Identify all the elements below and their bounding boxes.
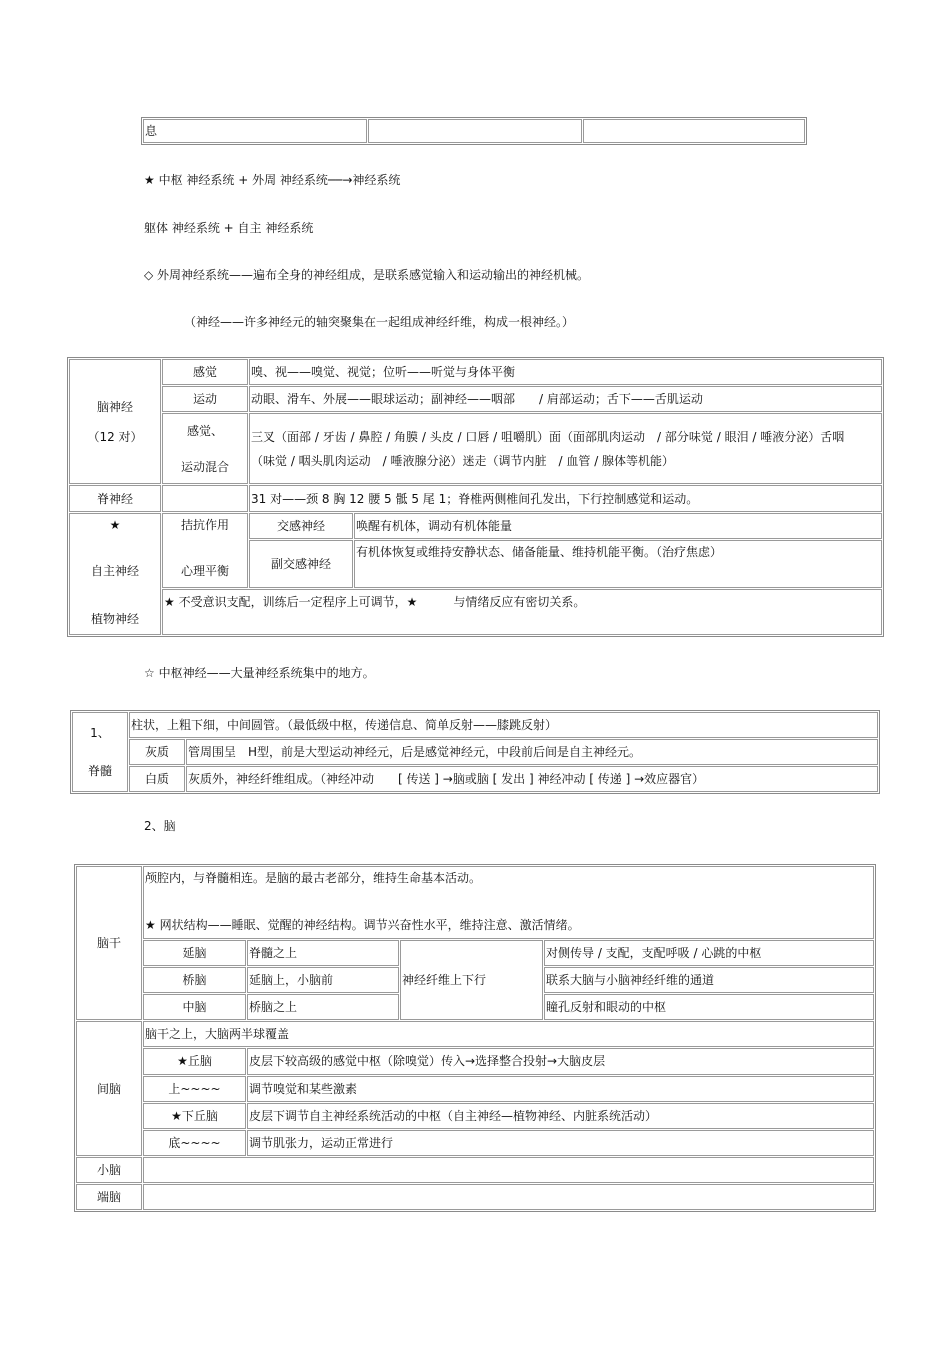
medulla-function: 对侧传导 / 支配，支配呼吸 / 心跳的中枢	[544, 940, 874, 966]
medulla-position: 脊髓之上	[247, 940, 399, 966]
thalamus-desc: 皮层下较高级的感觉中枢（除嗅觉）传入→选择整合投射→大脑皮层	[247, 1048, 874, 1074]
medulla-label: 延脑	[143, 940, 246, 966]
spinal-nerve-label: 脊神经	[69, 485, 161, 511]
antagonism-cell	[162, 513, 248, 588]
white-matter-desc: 灰质外，神经纤维组成。（神经冲动 [ 传送 ] →脑或脑 [ 发出 ] 神经冲动 [ 传递 ] →效应器官）	[186, 766, 878, 792]
subthalamus-label: 底~~~~	[143, 1130, 246, 1156]
vegetative-label: 植物神经	[90, 611, 139, 626]
top-table	[141, 117, 807, 145]
nerve-definition: （神经——许多神经元的轴突聚集在一起组成神经纤维，构成一根神经。）	[184, 315, 575, 329]
spinal-cord-table	[70, 710, 880, 794]
motor-desc: 动眼、滑车、外展——眼球运动；副神经——咽部 / 肩部运动；舌下——舌肌运动	[249, 386, 882, 412]
brainstem-label: 脑干	[76, 866, 142, 1020]
cns-definition: ☆ 中枢神经——大量神经系统集中的地方。	[144, 666, 375, 680]
brain-nerve-count: （12 对）	[87, 429, 143, 444]
cerebellum-desc	[143, 1157, 874, 1183]
sympathetic-label: 交感神经	[249, 513, 353, 539]
white-matter-label: 白质	[129, 766, 185, 792]
parasympathetic-label: 副交感神经	[249, 540, 353, 588]
top-cell-3	[583, 119, 805, 143]
spinal-nerve-empty	[162, 485, 248, 511]
brain-table	[74, 864, 876, 1212]
midbrain-function: 瞳孔反射和眼动的中枢	[544, 994, 874, 1020]
pons-function: 联系大脑与小脑神经纤维的通道	[544, 967, 874, 993]
hypothalamus-label: ★下丘脑	[143, 1103, 246, 1129]
autonomic-note: ★ 不受意识支配，训练后一定程序上可调节，★ 与情绪反应有密切关系。	[162, 589, 882, 635]
epithalamus-label: 上~~~~	[143, 1076, 246, 1102]
pns-table	[67, 357, 884, 637]
mixed-label-1: 感觉、	[186, 423, 223, 438]
spinal-nerve-desc: 31 对——颈 8 胸 12 腰 5 骶 5 尾 1；脊椎两侧椎间孔发出，下行控制感觉和运动。	[249, 485, 882, 511]
sympathetic-desc: 唤醒有机体，调动有机体能量	[354, 513, 882, 539]
balance-label: 心理平衡	[180, 563, 229, 578]
cerebellum-label: 小脑	[76, 1157, 142, 1183]
autonomic-star: ★	[109, 517, 121, 532]
spinal-cord-shape: 柱状，上粗下细，中间圆管。（最低级中枢，传递信息、简单反射——膝跳反射）	[129, 712, 878, 738]
brainstem-desc-1: 颅腔内，与脊髓相连。是脑的最古老部分，维持生命基本活动。	[145, 871, 482, 885]
gray-matter-desc: 管周围呈 H型，前是大型运动神经元，后是感觉神经元，中段前后间是自主神经元。	[186, 739, 878, 765]
mixed-desc-1: 三叉（面部 / 牙齿 / 鼻腔 / 角膜 / 头皮 / 口唇 / 咀嚼肌）面（面部肌肉运动 / 部分味觉 / 眼泪 / 唾液分泌）舌咽	[251, 429, 845, 444]
top-cell-1: 息	[143, 119, 367, 143]
cns-pns-line: ★ 中枢 神经系统 + 外周 神经系统──→神经系统	[144, 173, 401, 187]
pons-position: 延脑上，小脑前	[247, 967, 399, 993]
motor-label: 运动	[162, 386, 248, 412]
brainstem-desc-2: ★ 网状结构——睡眠、觉醒的神经结构。调节兴奋性水平，维持注意、激活情绪。	[145, 918, 580, 932]
antagonism-label: 拮抗作用	[180, 517, 229, 532]
mixed-label-2: 运动混合	[180, 459, 229, 474]
top-cell-2	[368, 119, 582, 143]
fiber-pathway: 神经纤维上下行	[400, 940, 543, 1020]
spinal-cord-num: 1、	[90, 726, 110, 740]
brainstem-desc-cell	[143, 866, 874, 939]
diencephalon-label: 间脑	[76, 1021, 142, 1155]
mixed-desc-2: （味觉 / 咽头肌肉运动 / 唾液腺分泌）迷走（调节内脏 / 血管 / 腺体等机能）	[251, 453, 675, 468]
pons-label: 桥脑	[143, 967, 246, 993]
mixed-cell	[162, 413, 248, 484]
hypothalamus-desc: 皮层下调节自主神经系统活动的中枢（自主神经—植物神经、内脏系统活动）	[247, 1103, 874, 1129]
midbrain-position: 桥脑之上	[247, 994, 399, 1020]
subthalamus-desc: 调节肌张力，运动正常进行	[247, 1130, 874, 1156]
pns-definition: ◇ 外周神经系统——遍布全身的神经组成，是联系感觉输入和运动输出的神经机械。	[144, 268, 590, 282]
midbrain-label: 中脑	[143, 994, 246, 1020]
brain-nerve-label: 脑神经	[96, 399, 133, 414]
parasympathetic-desc: 有机体恢复或维持安静状态、储备能量、维持机能平衡。（治疗焦虑）	[354, 540, 882, 588]
brain-nerve-cell	[69, 359, 161, 484]
thalamus-label: ★丘脑	[143, 1048, 246, 1074]
gray-matter-label: 灰质	[129, 739, 185, 765]
diencephalon-desc: 脑干之上，大脑两半球覆盖	[143, 1021, 874, 1047]
spinal-cord-name: 脊髓	[87, 764, 112, 778]
autonomic-cell	[69, 513, 161, 635]
sense-label: 感觉	[162, 359, 248, 385]
epithalamus-desc: 调节嗅觉和某些激素	[247, 1076, 874, 1102]
telencephalon-label: 端脑	[76, 1184, 142, 1210]
somatic-autonomic-line: 躯体 神经系统 + 自主 神经系统	[144, 221, 314, 235]
spinal-cord-cell	[72, 712, 128, 792]
brain-heading: 2、脑	[144, 819, 176, 833]
autonomic-label: 自主神经	[90, 563, 139, 578]
mixed-desc-cell	[249, 413, 882, 484]
sense-desc: 嗅、视——嗅觉、视觉；位听——听觉与身体平衡	[249, 359, 882, 385]
telencephalon-desc	[143, 1184, 874, 1210]
